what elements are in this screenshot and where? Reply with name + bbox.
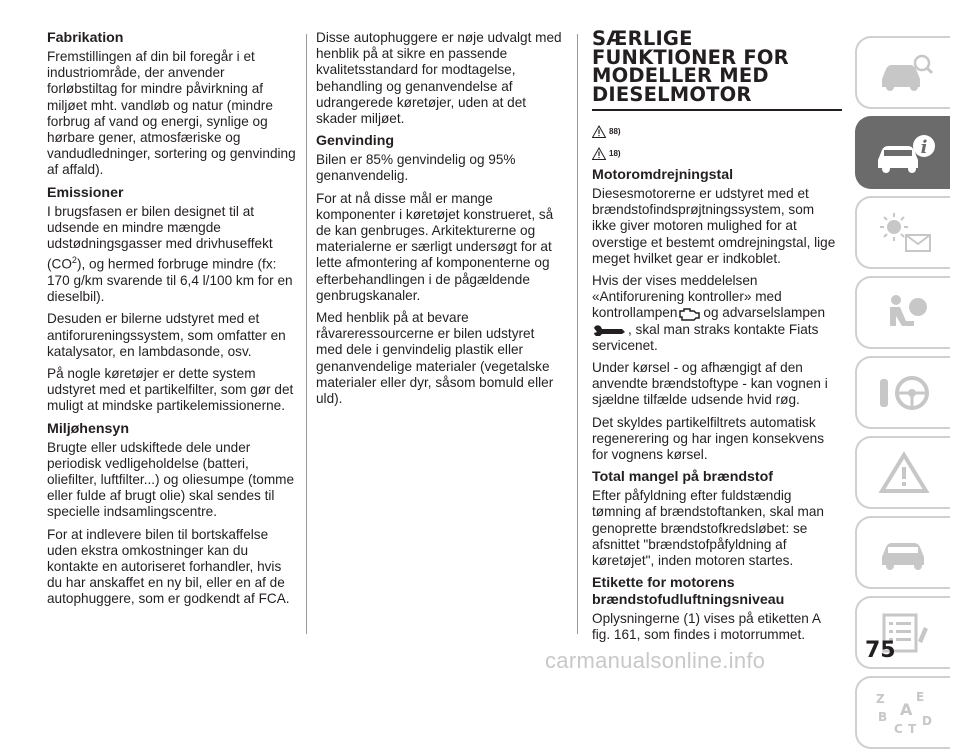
motoromdr-text-a: Hvis der vises meddelelsen «Antiforurening kontroller» med kontrollampen — [592, 273, 782, 321]
warning-reference — [592, 122, 842, 141]
warning-reference — [592, 144, 842, 163]
heading-genvinding: Genvinding — [316, 133, 395, 150]
wrench-icon — [592, 324, 628, 336]
heading-emissioner: Emissioner — [47, 184, 124, 201]
motoromdr-text-b: og advarselslampen — [703, 305, 826, 321]
tab-warning-breakdown[interactable] — [855, 436, 950, 509]
index-letter: D — [921, 713, 932, 728]
section-title-line: SÆRLIGE — [592, 27, 693, 50]
alphabetical-index-icon — [872, 689, 936, 737]
page-number: 75 — [865, 638, 896, 663]
paragraph-total-mangel: Efter påfyldning efter fuldstændig tømning af brændstoftanken, skal man genoprette brændstofkredsløbet: se afsnittet "brændstofpåfyldning af køretøjet", inden motoren startes. — [592, 488, 824, 569]
paragraph-emissioner-2: Desuden er bilerne udstyret med et antiforureningssystem, som omfatter en katalysator, en lambdasonde, osv. — [47, 311, 286, 359]
column-divider-1 — [306, 34, 307, 634]
index-letter: A — [899, 699, 912, 719]
warning-reference-number: 18) — [609, 149, 621, 158]
column-divider-2 — [577, 34, 578, 634]
co2-subscript: 2 — [71, 255, 77, 266]
tab-dashboard-lights[interactable] — [855, 196, 950, 269]
paragraph-genvinding-3: Med henblik på at bevare råvareressourcerne er bilen udstyret med dele i genvindelig plastik eller genanvendelige materialer (vegetalske materialer eller dyr, såsom bomuld eller uld). — [316, 310, 554, 407]
index-letter: Z — [875, 691, 885, 706]
paragraph-genvinding-1: Bilen er 85% genvindelig og 95% genanvendelig. — [316, 152, 516, 184]
column-3 — [592, 27, 842, 650]
tab-car-info[interactable] — [855, 116, 950, 189]
paragraph-intro: Disse autophuggere er nøje udvalgt med henblik på at sikre en passende kvalitetsstandard for modtagelse, behandling og genanvendelse af udrangerede køretøjer, uden at det skader miljøet. — [316, 30, 562, 127]
steering-wheel-icon — [874, 371, 934, 415]
section-title-line: FUNKTIONER FOR — [592, 45, 789, 69]
paragraph-etikette: Oplysningerne (1) vises på etiketten A fig. 161, som findes i motorrummet. — [592, 611, 821, 643]
section-title-line: DIESELMOTOR — [592, 82, 752, 106]
emissioner-text-a: I brugsfasen er bilen designet til at udsende en mindre mængde udstødningsgasser med drivhuseffekt (CO — [47, 203, 273, 272]
column-2 — [316, 30, 564, 413]
warning-breakdown-icon — [874, 451, 934, 495]
paragraph-motoromdr-1: Diesesmotorerne er udstyret med et brændstofindsprøjtningssystem, som ikke giver motoren mulighed for at overstige et bestemt omdrejningstal, lige meget hvilket gear er indkoblet. — [592, 186, 836, 266]
car-overview-icon — [874, 53, 934, 93]
heading-fabrikation: Fabrikation — [47, 30, 124, 46]
emissioner-text-b: ), og hermed forbruge mindre (fx: 170 g/km svarende til 6,4 l/100 km for en dieselbil). — [47, 256, 293, 305]
heading-miljoe: Miljøhensyn — [47, 420, 129, 437]
index-letter: C — [893, 721, 903, 736]
heading-etikette: Etikette for motorens brændstofudluftningsniveau — [592, 575, 785, 609]
warning-reference-number: 88) — [609, 127, 621, 136]
section-title-line: MODELLER MED — [592, 64, 769, 87]
warning-triangle-icon — [592, 147, 606, 160]
car-maintenance-icon — [874, 533, 934, 573]
title-underline — [592, 109, 842, 111]
watermark: carmanualsonline.info — [545, 648, 766, 673]
paragraph-motoromdr-2 — [592, 273, 842, 354]
tab-car-maintenance[interactable] — [855, 516, 950, 589]
svg-text:i: i — [920, 136, 927, 158]
dashboard-lights-icon — [874, 211, 934, 255]
paragraph-motoromdr-4: Det skyldes partikelfiltrets automatisk regenerering og har ingen konsekvens for vognens kørsel. — [592, 414, 825, 463]
heading-motoromdrejningstal: Motoromdrejningstal — [592, 167, 734, 183]
paragraph-miljoe-1: Brugte eller udskiftede dele under periodisk vedligeholdelse (batteri, oliefilter, luftfilter...) og oliesumpe (tomme eller fulde af brugt olie) skal sendes til specielle indsamlingscentre. — [47, 439, 295, 520]
car-info-icon — [872, 132, 936, 174]
paragraph-emissioner — [47, 204, 297, 306]
paragraph-motoromdr-3: Under kørsel - og afhængigt af den anvendte brændstoftype - kan vognen i sjældne tilfælde udsende hvid røg. — [592, 360, 828, 408]
paragraph-genvinding-2: For at nå disse mål er mange komponenter i køretøjet konstrueret, så de kan genbruges. Arkitekturerne og materialerne er særligt undersøgt for at lette afmontering af komponenterne og efterbehandlingen i de pågældende genbrugskanaler. — [316, 190, 554, 303]
paragraph-fabrikation: Fremstillingen af din bil foregår i et industriområde, der anvender forløbstiltag for mindre påvirkning af miljøet mht. vandløb og natur (mindre forbrug af vand og energi, synlige og hørbare gener, atmosfæriske og vandudledninger, sortering og genvinding af affald). — [47, 49, 296, 178]
section-title — [592, 27, 842, 106]
tab-airbag-safety[interactable] — [855, 276, 950, 349]
tab-alphabetical-index[interactable] — [855, 676, 950, 749]
warning-triangle-icon — [592, 125, 606, 138]
tab-car-overview[interactable] — [855, 36, 950, 109]
airbag-safety-icon — [874, 291, 934, 335]
index-letter: B — [877, 709, 887, 724]
tab-steering-wheel[interactable] — [855, 356, 950, 429]
index-letter: E — [915, 689, 924, 704]
heading-total-mangel: Total mangel på brændstof — [592, 469, 774, 486]
engine-warning-icon — [677, 307, 703, 321]
index-letter: T — [907, 721, 916, 736]
paragraph-emissioner-3: På nogle køretøjer er dette system udstyret med et partikelfilter, som gør det muligt at mindske partikelemissionerne. — [47, 365, 294, 414]
motoromdr-text-c: , skal man straks kontakte Fiats servicenet. — [592, 321, 819, 353]
paragraph-miljoe-2: For at indlevere bilen til bortskaffelse uden ekstra omkostninger kan du kontakte en autoriseret forhandler, hvis du har anskaffet en ny bil, eller en af de autophuggere, som er godkendt af FCA. — [47, 526, 290, 607]
column-1 — [47, 30, 297, 614]
